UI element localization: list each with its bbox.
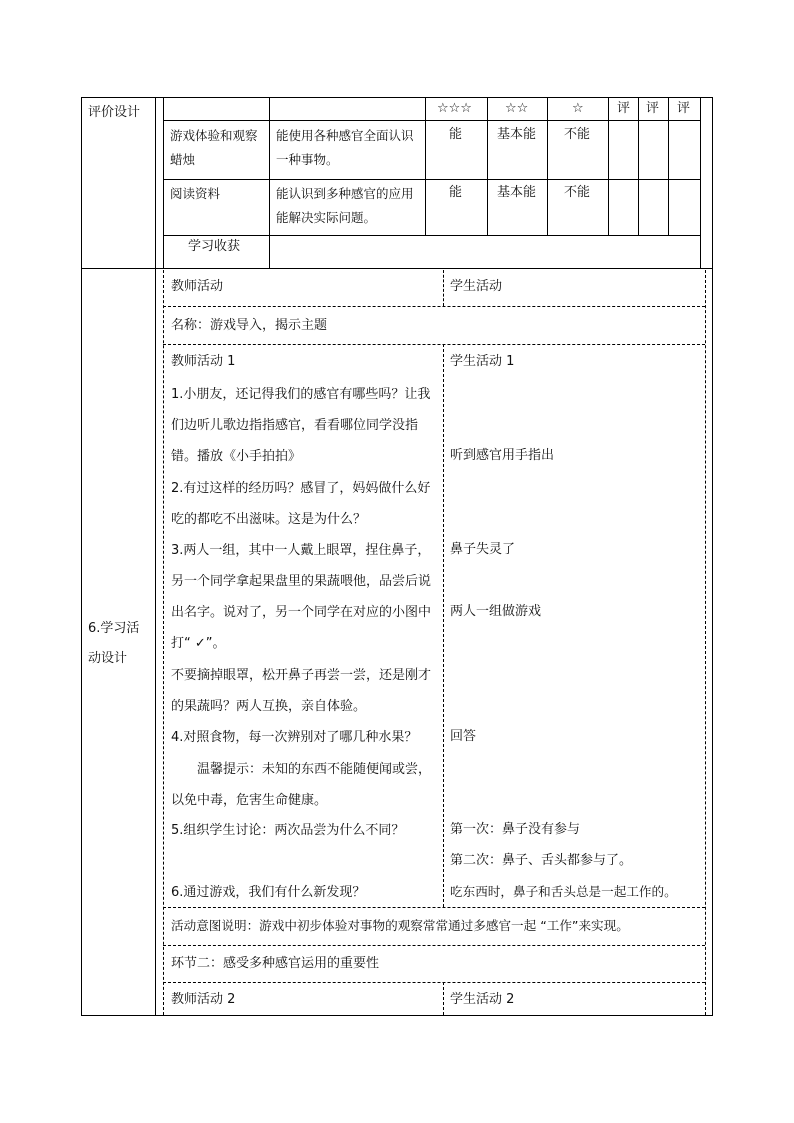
eval-item-2: 阅读资料 — [170, 186, 221, 201]
section-2-title: 环节二：感受多种感官运用的重要性 — [171, 956, 380, 971]
act-inner-right — [705, 270, 706, 1015]
stars-1-header: ☆ — [572, 101, 584, 116]
ping-header-1: 评 — [617, 101, 631, 116]
outer-left-border — [81, 97, 82, 1015]
eval-row-line-3 — [163, 235, 700, 236]
eval-row-label: 评价设计 — [88, 105, 141, 120]
eval-desc-1: 能使用各种感官全面认识一种事物。 — [276, 128, 414, 167]
student-answer-3: 两人一组做游戏 — [450, 604, 542, 619]
teacher-activity-2-title: 教师活动 2 — [171, 992, 236, 1007]
activity-intent: 活动意图说明：游戏中初步体验对事物的观察常常通过多感官一起 “工作”来实现。 — [171, 918, 629, 933]
act-line-4 — [163, 945, 705, 946]
student-activity-1-title: 学生活动 1 — [450, 354, 515, 369]
eval-c1-1: 能 — [449, 127, 463, 142]
act-line-1 — [163, 306, 705, 307]
ping-header-2: 评 — [646, 101, 660, 116]
student-activity-header: 学生活动 — [450, 279, 503, 294]
teacher-activity-header: 教师活动 — [171, 279, 224, 294]
activity-row-label-line1: 6.学习活 — [88, 621, 140, 636]
eval-col-p3 — [668, 97, 669, 235]
eval-inner-right — [700, 97, 701, 268]
teacher-para-4: 不要摘掉眼罩，松开鼻子再尝一尝，还是刚才的果蔬吗？两人互换，亲自体验。 — [171, 668, 432, 714]
eval-col-p1 — [608, 97, 609, 235]
stars-3-header: ☆☆☆ — [437, 101, 472, 116]
label-column-divider — [155, 97, 156, 1015]
eval-c3-1: 不能 — [564, 127, 591, 142]
eval-col-c1 — [425, 97, 426, 235]
eval-c2-1: 基本能 — [497, 127, 537, 142]
student-answer-1: 听到感官用手指出 — [450, 448, 555, 463]
act-line-5 — [163, 982, 705, 983]
teacher-para-6: 温馨提示：未知的东西不能随便闻或尝，以免中毒，危害生命健康。 — [171, 762, 432, 808]
eval-c3-2: 不能 — [564, 185, 591, 200]
teacher-para-5: 4.对照食物，每一次辨别对了哪几种水果？ — [171, 730, 418, 745]
activity-name-line: 名称：游戏导入，揭示主题 — [171, 318, 328, 333]
eval-inner-left — [163, 97, 164, 268]
section-divider — [81, 268, 713, 269]
act-col-divider-b — [443, 344, 444, 907]
eval-col-c2 — [487, 97, 488, 235]
activity-row-label-line2: 动设计 — [88, 651, 128, 666]
teacher-para-2: 2.有过这样的经历吗？感冒了，妈妈做什么好吃的都吃不出滋味。这是为什么？ — [171, 481, 431, 527]
teacher-para-7: 5.组织学生讨论：两次品尝为什么不同？ — [171, 823, 405, 838]
student-activity-2-title: 学生活动 2 — [450, 992, 515, 1007]
student-answer-7: 吃东西时，鼻子和舌头总是一起工作的。 — [450, 884, 677, 899]
student-answer-5: 第一次：鼻子没有参与 — [450, 822, 581, 837]
eval-col-desc — [269, 97, 270, 268]
eval-desc-2: 能认识到多种感官的应用能解决实际问题。 — [276, 186, 414, 225]
teacher-para-3: 3.两人一组，其中一人戴上眼罩，捏住鼻子，另一个同学拿起果盘里的果蔬喂他，品尝后说出名字。说对了，另一个同学在对应的小图中打“ ✓”。 — [171, 543, 432, 651]
act-col-divider-a — [443, 270, 444, 306]
eval-col-p2 — [638, 97, 639, 235]
teacher-para-8: 6.通过游戏，我们有什么新发现？ — [171, 885, 366, 900]
act-col-divider-c — [443, 982, 444, 1015]
eval-c2-2: 基本能 — [497, 185, 537, 200]
act-line-2 — [163, 344, 705, 345]
stars-2-header: ☆☆ — [505, 101, 529, 116]
teacher-activity-1-title: 教师活动 1 — [171, 354, 236, 369]
eval-item-1: 游戏体验和观察蜡烛 — [170, 128, 258, 167]
outer-right-border — [712, 97, 713, 1015]
student-answer-2: 鼻子失灵了 — [450, 542, 516, 557]
ping-header-3: 评 — [677, 101, 691, 116]
student-answer-6: 第二次：鼻子、舌头都参与了。 — [450, 853, 633, 868]
learning-gain-label: 学习收获 — [188, 239, 241, 254]
outer-top-border — [81, 97, 713, 98]
eval-c1-2: 能 — [449, 185, 463, 200]
act-inner-left — [163, 270, 164, 1015]
teacher-para-1: 1.小朋友，还记得我们的感官有哪些吗？让我们边听儿歌边指指感官，看看哪位同学没指错。播放《小手拍拍》 — [171, 387, 431, 464]
outer-bottom-border — [81, 1015, 713, 1016]
student-answer-4: 回答 — [450, 729, 477, 744]
eval-col-c3 — [547, 97, 548, 235]
